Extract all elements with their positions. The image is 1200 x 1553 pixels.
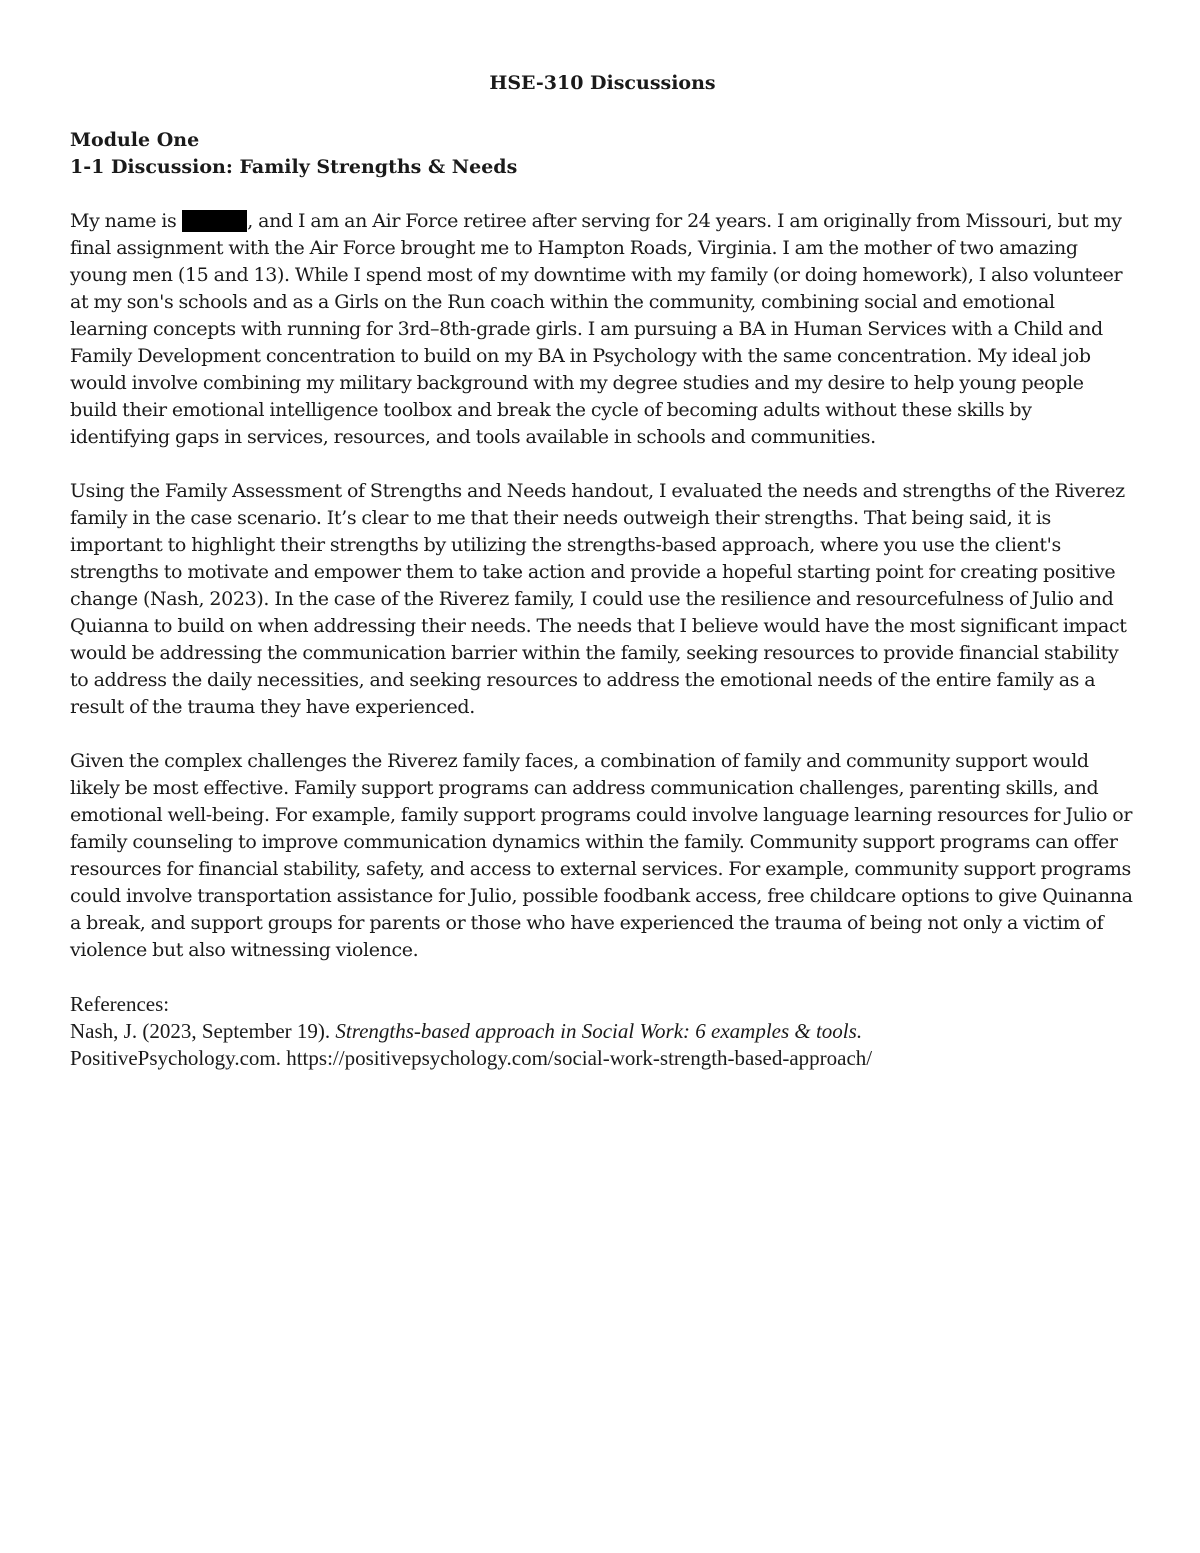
- reference-author: Nash, J. (2023, September 19).: [70, 1019, 336, 1043]
- assessment-paragraph: Using the Family Assessment of Strengths and Needs handout, I evaluated the needs and strengths of the Riverez family in the case scenario. It’s clear to me that their needs outweigh their strengths. That being said, it is important to highlight their strengths by utilizing the strengths-based approach, where you use the client's strengths to motivate and empower them to take action and provide a hopeful starting point for creating positive change (Nash, 2023). In the case of the Riverez family, I could use the resilience and resourcefulness of Julio and Quianna to build on when addressing their needs. The needs that I believe would have the most significant impact would be addressing the communication barrier within the family, seeking resources to provide financial stability to address the daily necessities, and seeking resources to address the emotional needs of the entire family as a result of the trauma they have experienced.: [70, 480, 1127, 718]
- intro-text-rest: , and I am an Air Force retiree after serving for 24 years. I am originally from Missouri, but my final assignment with the Air Force brought me to Hampton Roads, Virginia. I am the mother of two amazing young men (15 and 13). While I spend most of my downtime with my family (or doing homework), I also volunteer at my son's schools and as a Girls on the Run coach within the community, combining social and emotional learning concepts with running for 3rd–8th-grade girls. I am pursuing a BA in Human Services with a Child and Family Development concentration to build on my BA in Psychology with the same concentration. My ideal job would involve combining my military background with my degree studies and my desire to help young people build their emotional intelligence toolbox and break the cycle of becoming adults without these skills by identifying gaps in services, resources, and tools available in schools and communities.: [70, 210, 1123, 448]
- reference-entry: [70, 1018, 1135, 1045]
- document-title: HSE-310 Discussions: [489, 72, 716, 94]
- module-heading: Module One: [70, 129, 200, 151]
- intro-paragraph: [70, 208, 1135, 451]
- references-label: References:: [70, 992, 170, 1016]
- discussion-heading: 1-1 Discussion: Family Strengths & Needs: [70, 156, 518, 178]
- document-page: [70, 70, 1135, 1072]
- references-section: [70, 991, 1135, 1072]
- reference-source: PositivePsychology.com. https://positivepsychology.com/social-work-strength-based-approach/: [70, 1046, 873, 1070]
- intro-text-start: My name is: [70, 210, 182, 232]
- support-paragraph: Given the complex challenges the Riverez family faces, a combination of family and community support would likely be most effective. Family support programs can address communication challenges, parenting skills, and emotional well-being. For example, family support programs could involve language learning resources for Julio or family counseling to improve communication dynamics within the family. Community support programs can offer resources for financial stability, safety, and access to external services. For example, community support programs could involve transportation assistance for Julio, possible foodbank access, free childcare options to give Quinanna a break, and support groups for parents or those who have experienced the trauma of being not only a victim of violence but also witnessing violence.: [70, 750, 1133, 961]
- redacted-name: Kristie: [183, 210, 246, 232]
- reference-title: Strengths-based approach in Social Work: 6 examples & tools.: [335, 1019, 863, 1043]
